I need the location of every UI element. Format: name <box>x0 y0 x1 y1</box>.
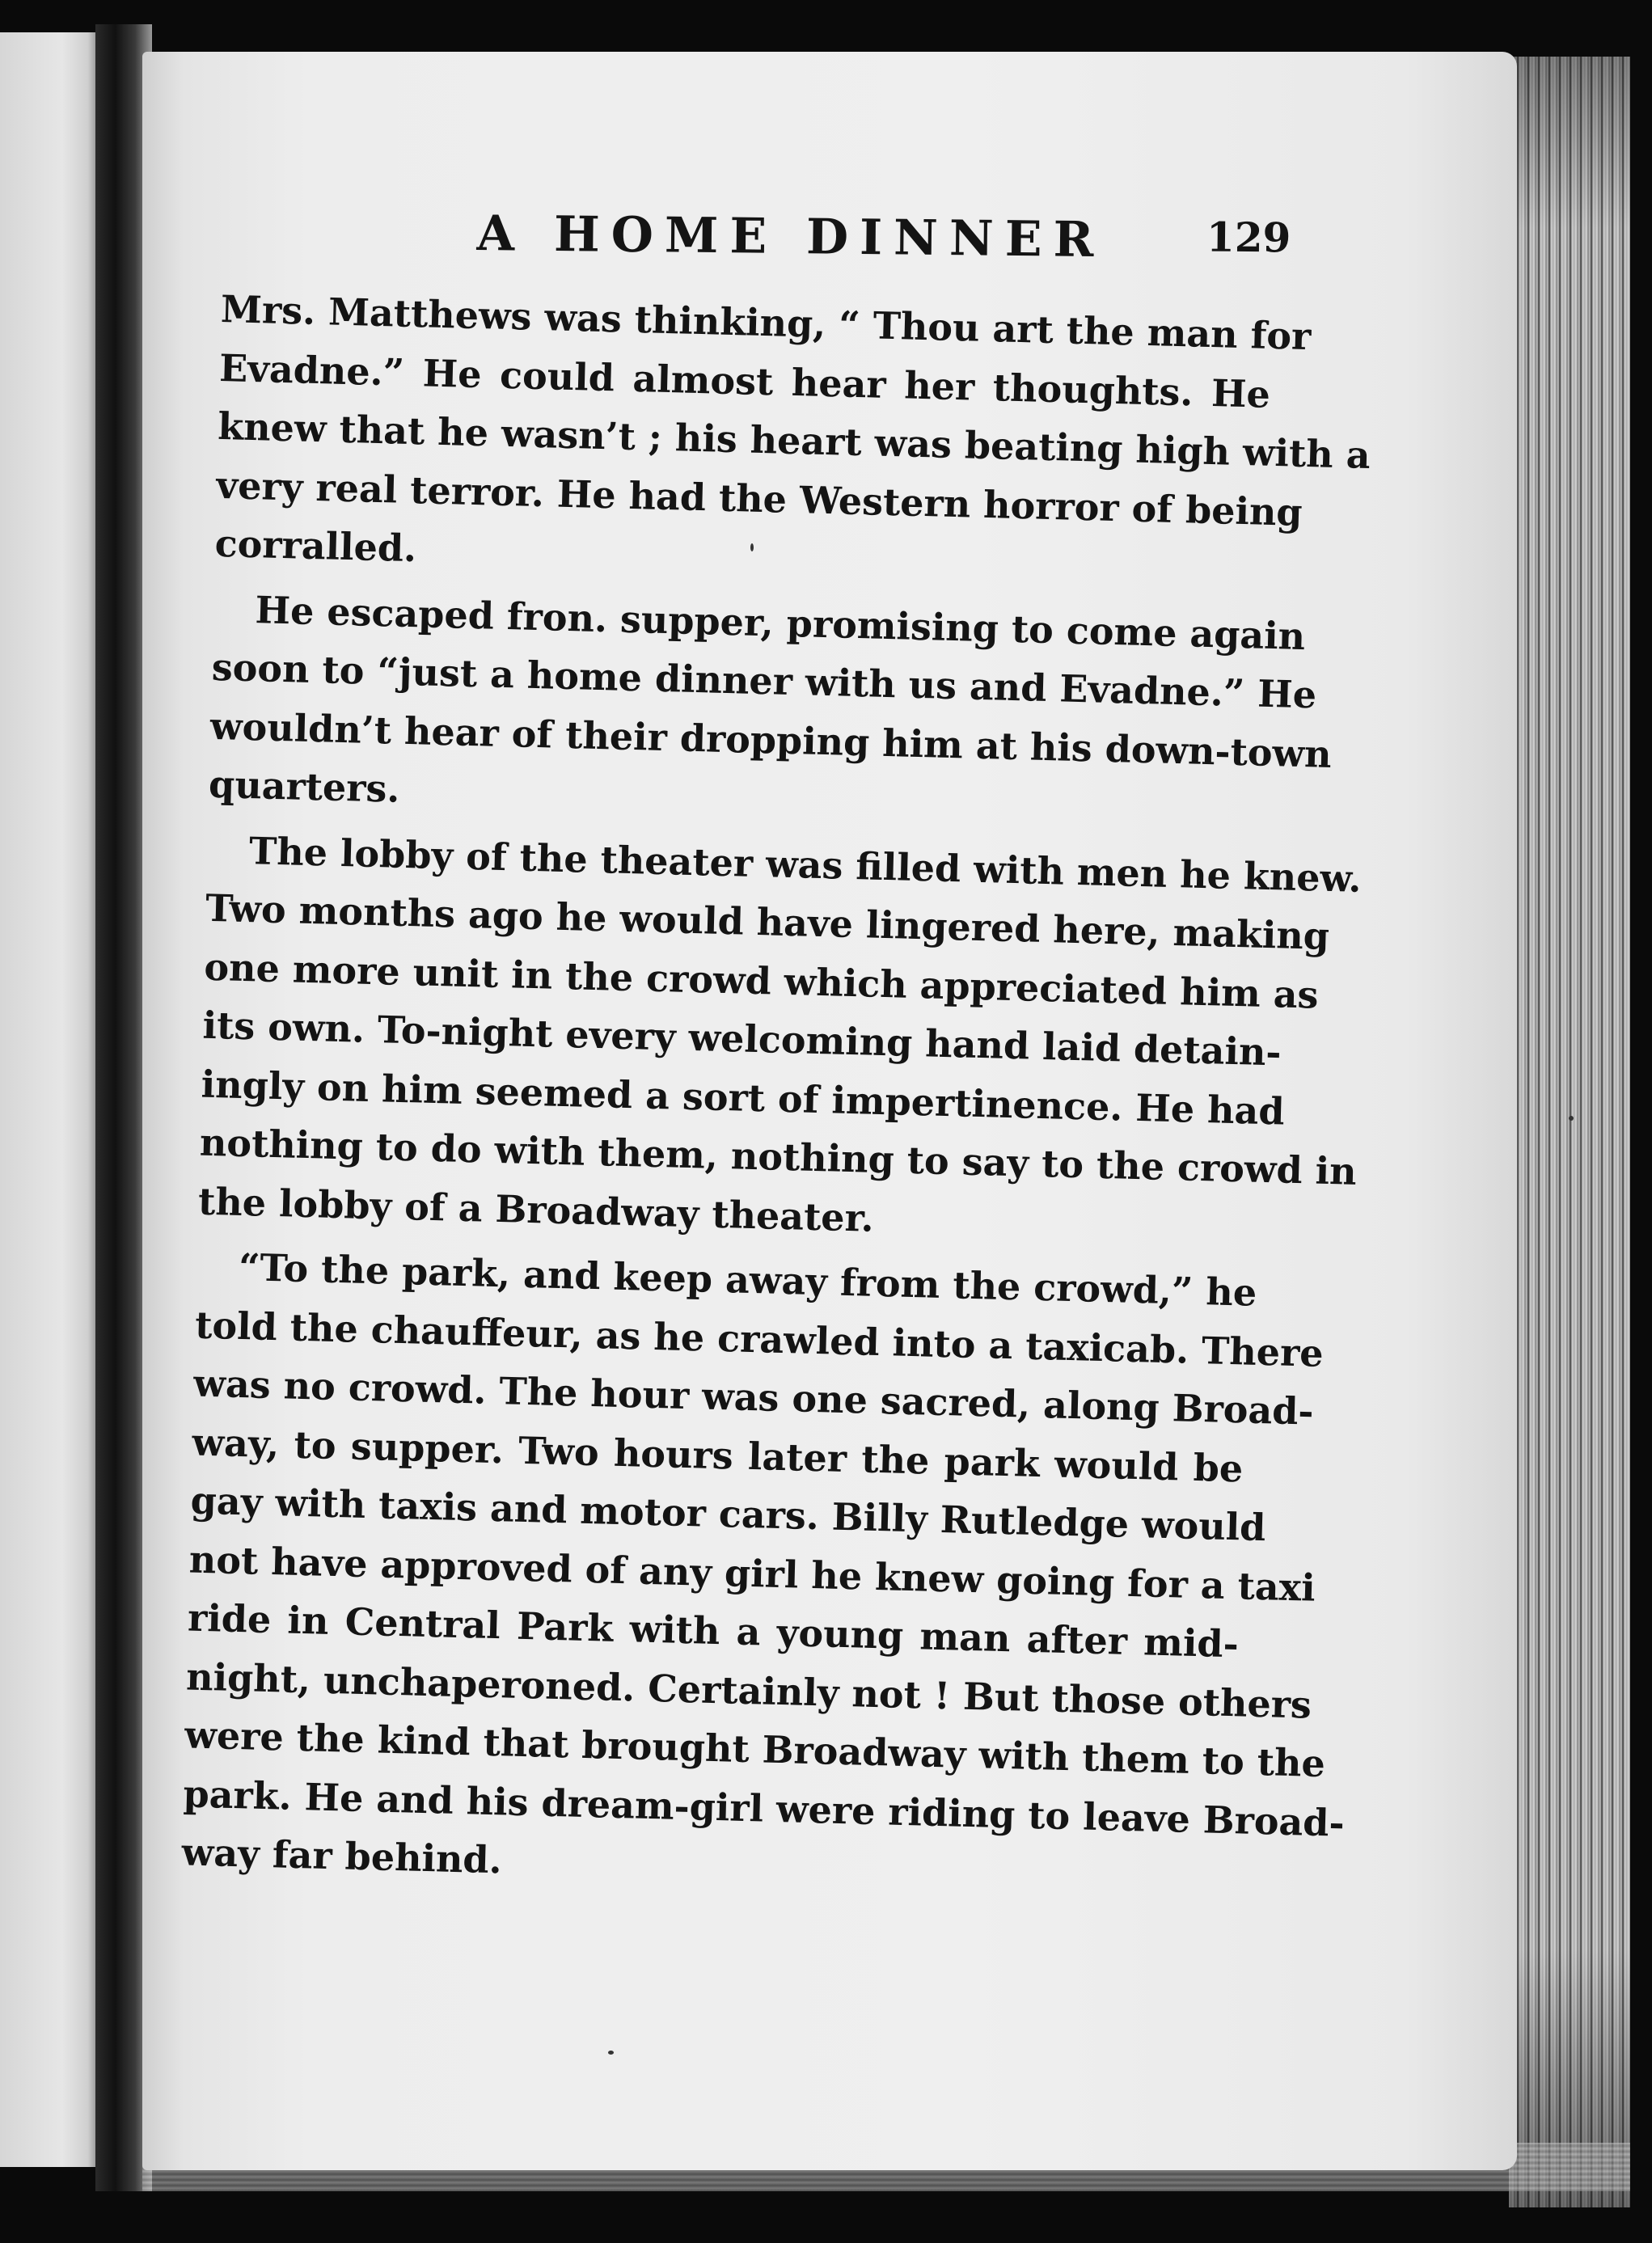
text-line: night, unchaperoned. Certainly not ! But those others <box>185 1654 1312 1727</box>
text-line: nothing to do with them, nothing to say to the crowd in <box>199 1120 1358 1193</box>
text-line: corralled. <box>214 521 417 571</box>
text-line: was no crowd. The hour was one sacred, along Broad- <box>192 1361 1315 1434</box>
text-line: knew that he wasn’t ; his heart was beating high with a <box>217 403 1371 478</box>
paragraph <box>197 820 1363 1257</box>
scan-speck <box>608 2051 614 2055</box>
text-line: Evadne.” He could almost hear her thoughts. He <box>218 345 1271 416</box>
text-line: quarters. <box>208 762 401 811</box>
paragraph <box>208 579 1333 840</box>
text-line: The lobby of the theater was filled with men he knew. <box>248 828 1363 901</box>
scan-speck <box>750 543 754 551</box>
page-stack-shadow <box>1509 57 1630 2207</box>
text-line: way far behind. <box>181 1830 503 1882</box>
text-line: ingly on him seemed a sort of impertinence. He had <box>201 1062 1286 1134</box>
paragraph <box>214 280 1371 599</box>
text-line: “To the park, and keep away from the crowd,” he <box>238 1244 1257 1315</box>
paragraph <box>181 1237 1346 1908</box>
text-line: very real terror. He had the Western horror of being <box>215 463 1303 534</box>
text-line: not have approved of any girl he knew going for a taxi <box>188 1537 1316 1610</box>
text-line: the lobby of a Broadway theater. <box>197 1179 875 1240</box>
text-line: Mrs. Matthews was thinking, “ Thou art the man for <box>220 286 1312 359</box>
text-line: Two months ago he would have lingered here, making <box>205 885 1330 958</box>
text-line: were the kind that brought Broadway with them to the <box>184 1713 1326 1786</box>
text-line: park. He and his dream-girl were riding to leave Broad- <box>182 1771 1346 1845</box>
text-line: gay with taxis and motor cars. Billy Rutledge would <box>190 1478 1267 1550</box>
running-head: A HOME DINNER <box>476 205 1105 269</box>
page-number: 129 <box>1206 213 1291 262</box>
previous-page-edge <box>0 32 104 2167</box>
text-line: told the chauffeur, as he crawled into a taxicab. There <box>194 1303 1325 1375</box>
text-line: soon to “just a home dinner with us and Evadne.” He <box>211 644 1317 717</box>
text-line: wouldn’t hear of their dropping him at his down-town <box>209 703 1333 776</box>
text-line: its own. To-night every welcoming hand laid detain- <box>201 1003 1282 1075</box>
text-line: He escaped fron. supper, promising to come again <box>255 587 1306 658</box>
text-line: way, to supper. Two hours later the park would be <box>191 1420 1244 1490</box>
body-text <box>181 280 1371 1915</box>
text-line: ride in Central Park with a young man after mid- <box>187 1595 1240 1666</box>
text-line: one more unit in the crowd which appreciated him as <box>203 944 1320 1017</box>
scan-speck <box>1569 1116 1574 1121</box>
